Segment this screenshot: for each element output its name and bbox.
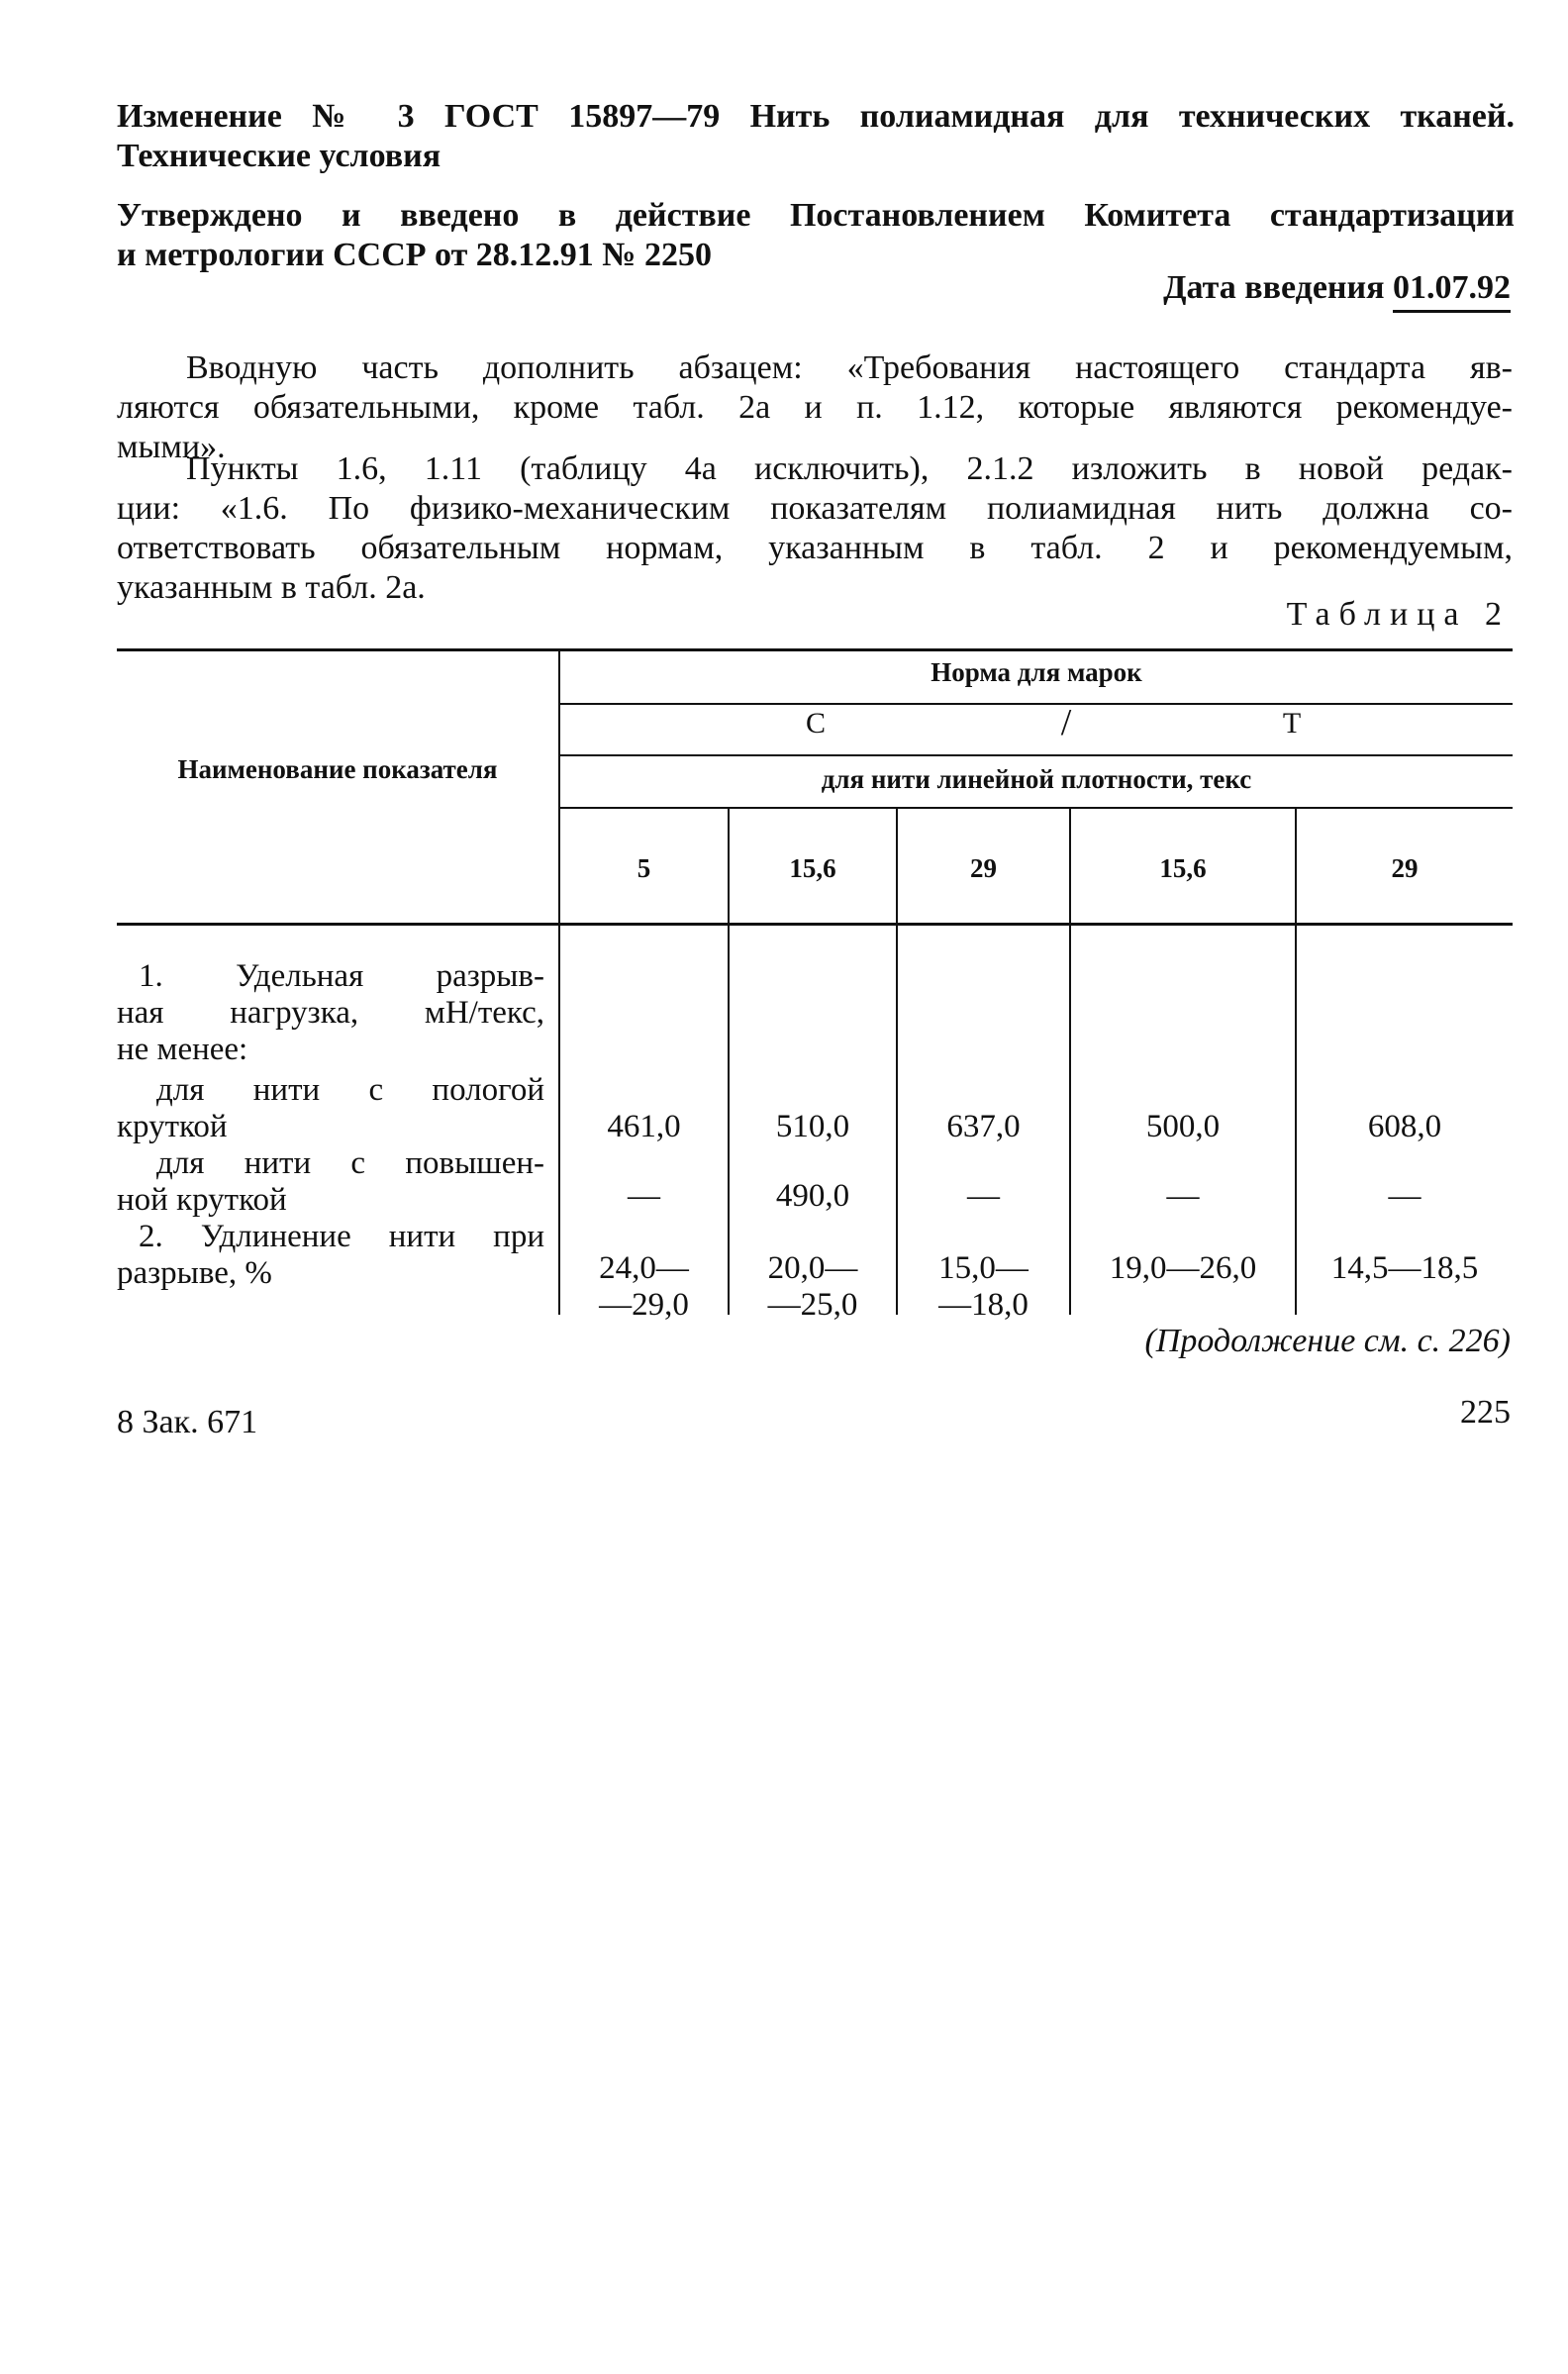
row-breaking-load <box>117 958 544 1068</box>
paragraph-line: ляются обязательными, кроме табл. 2а и п. 1.12, которые являются рекомендуе- <box>117 389 1513 426</box>
approval-note <box>117 196 1515 275</box>
value-cell: 19,0—26,0 <box>1109 1250 1257 1286</box>
date-value: 01.07.92 <box>1393 269 1511 313</box>
value-cell: 15,0— —18,0 <box>938 1250 1029 1323</box>
density-cell: 5 <box>637 853 651 883</box>
norm-header: Норма для марок <box>931 657 1142 687</box>
row-elongation <box>117 1219 544 1292</box>
brand-c-header: С <box>805 707 826 740</box>
table-top-rule <box>117 648 1513 651</box>
title-line: Изменение № 3 ГОСТ 15897—79 Нить полиамидная для технических тканей. <box>117 98 1515 135</box>
value-cell: 14,5—18,5 <box>1330 1250 1479 1286</box>
density-header: для нити линейной плотности, текс <box>821 764 1252 794</box>
paragraph-line: Вводную часть дополнить абзацем: «Требования настоящего стандарта яв- <box>186 349 1513 386</box>
value-cell: 20,0— —25,0 <box>767 1250 858 1323</box>
row-name-line: не менее: <box>117 1032 248 1067</box>
density-cell: 15,6 <box>789 853 836 883</box>
value-cell: 461,0 <box>607 1109 681 1144</box>
paragraph-line: Пункты 1.6, 1.11 (таблицу 4а исключить), 2.1.2 изложить в новой редак- <box>186 450 1513 487</box>
header-bottom-rule <box>117 923 1513 926</box>
name-column-header: Наименование показателя <box>177 754 498 784</box>
row-name-line: для нити с повышен- <box>156 1145 544 1181</box>
value-cell: 500,0 <box>1145 1109 1221 1144</box>
brand-separator: / <box>1060 702 1072 743</box>
value-cell: 608,0 <box>1367 1109 1442 1144</box>
density-cell: 29 <box>1391 853 1419 883</box>
density-rule <box>560 807 1513 809</box>
continuation-note: (Продолжение см. с. 226) <box>1144 1323 1511 1359</box>
density-cell: 15,6 <box>1159 853 1207 883</box>
paragraph-line: ции: «1.6. По физико-механическим показателям полиамидная нить должна со- <box>117 490 1513 527</box>
paragraph-line: ответствовать обязательным нормам, указанным в табл. 2 и рекомендуемым, <box>117 530 1513 566</box>
approval-line: и метрологии СССР от 28.12.91 № 2250 <box>117 237 712 273</box>
norm-rule <box>560 703 1513 705</box>
brand-rule <box>560 754 1513 756</box>
paragraph-line: указанным в табл. 2а. <box>117 569 426 606</box>
row-name-line: разрыве, % <box>117 1255 272 1291</box>
value-cell: — <box>1388 1178 1421 1214</box>
col-divider <box>558 648 560 1315</box>
row-name-line: круткой <box>117 1109 228 1144</box>
title-line: Технические условия <box>117 138 441 174</box>
value-cell: 24,0— —29,0 <box>599 1250 689 1323</box>
table-label: Таблица 2 <box>1286 596 1511 633</box>
row-name-line: ной круткой <box>117 1182 287 1218</box>
order-number: 8 Зак. 671 <box>117 1404 258 1440</box>
brand-t-header: Т <box>1282 707 1302 740</box>
paragraph-items <box>117 449 1513 608</box>
page-number: 225 <box>1460 1394 1511 1431</box>
value-cell: 490,0 <box>775 1178 850 1214</box>
value-cell: — <box>628 1178 660 1214</box>
row-flat-twist <box>117 1072 544 1145</box>
row-name-line: 2. Удлинение нити при <box>139 1219 544 1254</box>
value-cell: — <box>967 1178 1000 1214</box>
value-cell: — <box>1166 1178 1200 1214</box>
approval-line: Утверждено и введено в действие Постановлением Комитета стандартизации <box>117 197 1515 234</box>
paragraph-line: мыми». <box>117 429 226 465</box>
value-cell: 510,0 <box>775 1109 850 1144</box>
amendment-title <box>117 97 1515 176</box>
value-cell: 637,0 <box>946 1109 1021 1144</box>
effective-date <box>1163 269 1511 307</box>
density-cell: 29 <box>970 853 997 883</box>
row-name-line: 1. Удельная разрыв- <box>139 958 544 994</box>
date-label: Дата введения <box>1163 269 1385 306</box>
row-name-line: для нити с пологой <box>156 1072 544 1108</box>
row-high-twist <box>117 1145 544 1219</box>
row-name-line: ная нагрузка, мН/текс, <box>117 995 544 1031</box>
